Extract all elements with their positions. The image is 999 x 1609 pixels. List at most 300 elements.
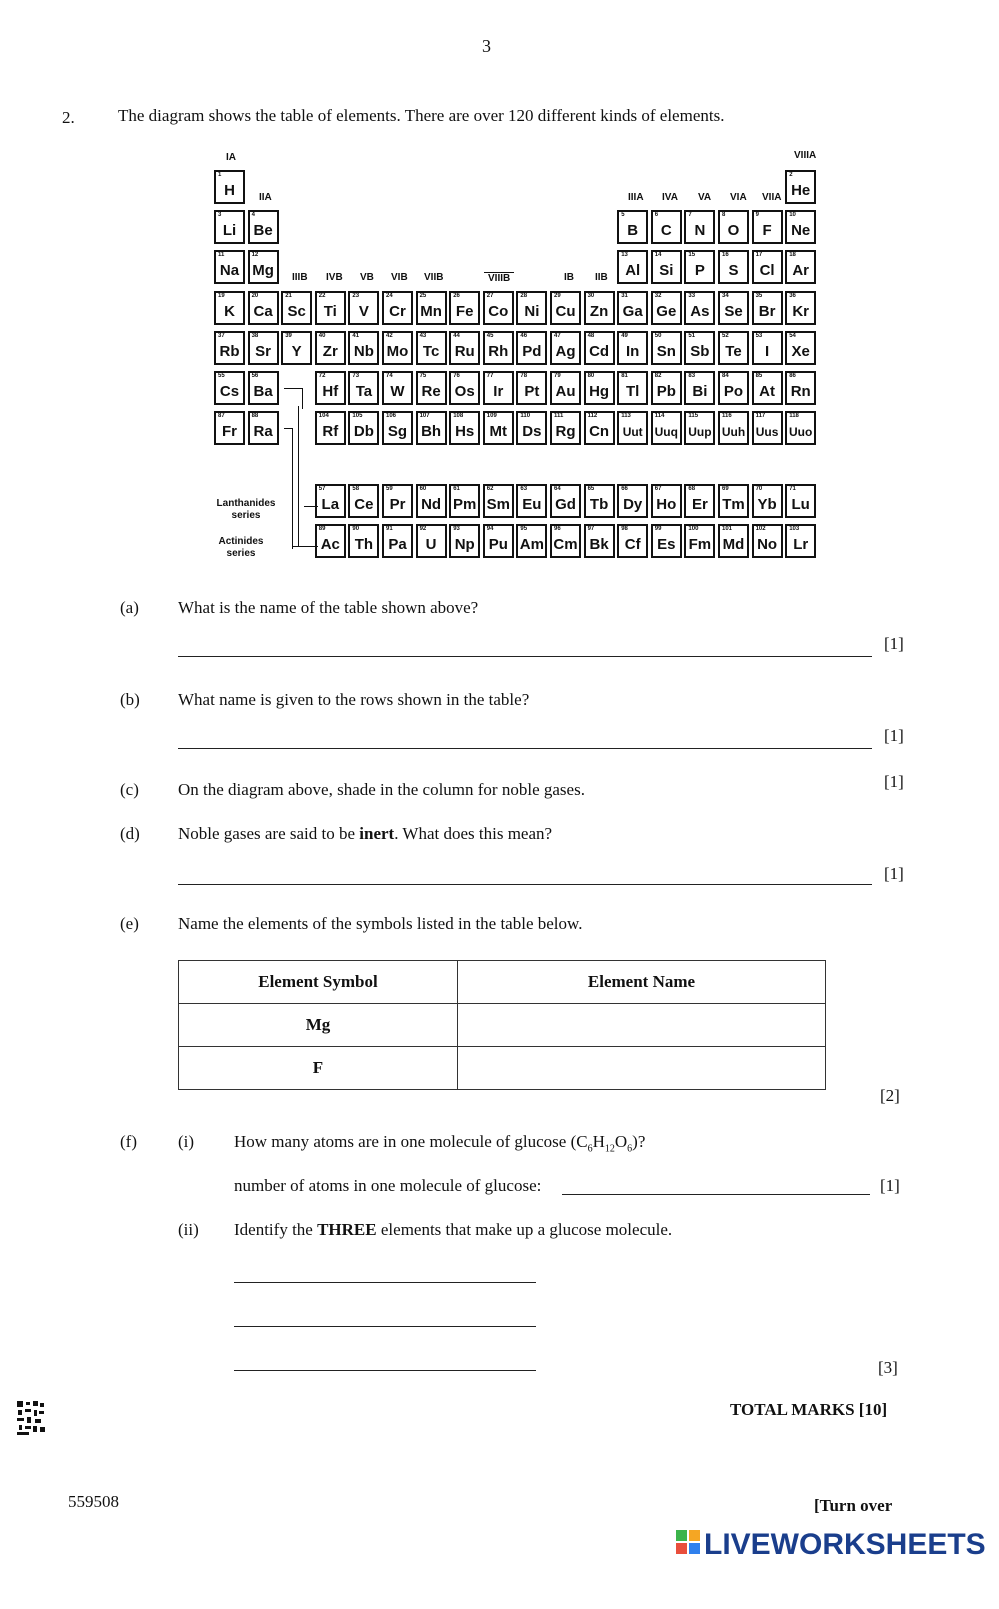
element-cell-cf[interactable] xyxy=(617,524,648,558)
element-cell-na[interactable] xyxy=(214,250,245,284)
element-symbol: Pd xyxy=(522,342,542,360)
atomic-number: 4 xyxy=(251,212,255,219)
element-cell-eu[interactable] xyxy=(516,484,547,518)
element-cell-md[interactable] xyxy=(718,524,749,558)
element-cell-uut[interactable] xyxy=(617,411,648,445)
element-cell-fe[interactable] xyxy=(449,291,480,325)
question-a-text: What is the name of the table shown above? xyxy=(178,598,479,617)
element-cell-y[interactable] xyxy=(281,331,312,365)
element-symbol-header: Element Symbol xyxy=(179,961,458,1004)
element-cell-ga[interactable] xyxy=(617,291,648,325)
element-cell-si[interactable] xyxy=(651,250,682,284)
atomic-number: 108 xyxy=(453,413,464,420)
atomic-number: 47 xyxy=(554,332,561,339)
group-label-viib: VIIB xyxy=(424,272,444,283)
atomic-number: 104 xyxy=(318,413,329,420)
element-symbol: Uuo xyxy=(789,425,813,440)
atomic-number: 11 xyxy=(218,252,225,259)
element-cell-tb[interactable] xyxy=(584,484,615,518)
atomic-number: 54 xyxy=(789,332,796,339)
element-cell-th[interactable] xyxy=(348,524,379,558)
atomic-number: 15 xyxy=(688,252,696,259)
element-symbol: As xyxy=(690,302,710,320)
element-cell-la[interactable] xyxy=(315,484,346,518)
element-cell-ni[interactable] xyxy=(516,291,547,325)
question-c-label: (c) xyxy=(120,780,139,799)
element-cell-u[interactable] xyxy=(416,524,447,558)
atomic-number: 68 xyxy=(688,485,696,492)
atomic-number: 76 xyxy=(453,373,460,379)
element-symbol: Rn xyxy=(790,383,811,400)
atomic-number: 61 xyxy=(453,485,460,492)
atomic-number: 77 xyxy=(486,373,494,379)
element-cell-nb[interactable] xyxy=(348,331,379,365)
element-cell-sm[interactable] xyxy=(483,484,514,518)
atomic-number: 63 xyxy=(520,485,528,492)
element-cell-ne[interactable] xyxy=(785,210,816,244)
question-number: 2. xyxy=(62,108,75,127)
element-cell-fr[interactable] xyxy=(214,411,245,445)
element-cell-ir[interactable] xyxy=(483,371,514,405)
atomic-number: 103 xyxy=(789,525,800,532)
actinide-connector-h xyxy=(292,546,318,547)
atomic-number: 94 xyxy=(486,525,494,532)
atomic-number: 57 xyxy=(318,485,326,492)
element-cell-np[interactable] xyxy=(449,524,480,558)
answer-a-line[interactable] xyxy=(178,656,872,657)
element-symbol: Ra xyxy=(253,423,273,441)
atomic-number: 88 xyxy=(251,413,259,420)
atomic-number: 30 xyxy=(587,292,595,299)
element-cell-f[interactable] xyxy=(752,210,783,244)
sub-o: 6 xyxy=(627,1143,633,1155)
element-symbol: Pb xyxy=(656,383,676,400)
element-symbol: Fr xyxy=(222,423,237,441)
element-symbol: Bi xyxy=(692,383,708,400)
table-row xyxy=(179,1047,826,1090)
atomic-number: 89 xyxy=(318,525,326,532)
element-symbol: At xyxy=(759,383,775,400)
question-f-i-mark: [1] xyxy=(880,1176,900,1195)
element-cell-tl[interactable] xyxy=(617,371,648,405)
element-cell-c[interactable] xyxy=(651,210,682,244)
element-symbol: Uup xyxy=(688,425,712,440)
atomic-number: 84 xyxy=(722,373,729,379)
element-cell-cu[interactable] xyxy=(550,291,581,325)
element-cell-ta[interactable] xyxy=(348,371,379,405)
answer-f-ii-line-1[interactable] xyxy=(234,1282,536,1283)
element-symbol: S xyxy=(728,262,739,280)
atomic-number: 36 xyxy=(789,292,796,299)
element-cell-rn[interactable] xyxy=(785,371,816,405)
element-cell-ti[interactable] xyxy=(315,291,346,325)
atomic-number: 74 xyxy=(386,373,393,379)
question-f-ii-text xyxy=(234,1220,672,1240)
element-symbol: Ta xyxy=(355,383,373,400)
element-cell-lr[interactable] xyxy=(785,524,816,558)
atomic-number: 1 xyxy=(218,172,222,178)
question-a-mark: [1] xyxy=(884,634,904,653)
element-cell-os[interactable] xyxy=(449,371,480,405)
question-f-ii-before: Identify the xyxy=(234,1220,318,1239)
element-cell-ce[interactable] xyxy=(348,484,379,518)
element-cell-sc[interactable] xyxy=(281,291,312,325)
turn-over: [Turn over xyxy=(814,1496,893,1515)
element-symbol: Er xyxy=(691,495,708,513)
question-d-text-bold: inert xyxy=(359,824,395,843)
element-symbol: Ir xyxy=(493,383,504,400)
question-intro: The diagram shows the table of elements. There are over 120 different kinds of elements. xyxy=(118,106,725,125)
element-symbol: Nb xyxy=(353,342,374,360)
element-symbol: O xyxy=(727,222,740,240)
atomic-number: 6 xyxy=(654,212,659,219)
element-cell-cd[interactable] xyxy=(584,331,615,365)
atomic-number: 8 xyxy=(722,212,726,219)
answer-f-ii-line-2[interactable] xyxy=(234,1326,536,1327)
atomic-number: 100 xyxy=(688,525,699,532)
element-cell-pa[interactable] xyxy=(382,524,413,558)
brand-name[interactable]: LIVEWORKSHEETS xyxy=(704,1528,986,1561)
element-symbol: Xe xyxy=(791,342,810,360)
atomic-number: 81 xyxy=(621,373,628,379)
element-cell-p[interactable] xyxy=(684,250,715,284)
element-cell-bh[interactable] xyxy=(416,411,447,445)
element-cell-zn[interactable] xyxy=(584,291,615,325)
element-symbol: Hf xyxy=(322,383,339,400)
atomic-number: 110 xyxy=(520,413,531,420)
table-row xyxy=(179,1004,826,1047)
element-cell-uuh[interactable] xyxy=(718,411,749,445)
element-cell-uuq[interactable] xyxy=(651,411,682,445)
element-cell-pr[interactable] xyxy=(382,484,413,518)
element-cell-pm[interactable] xyxy=(449,484,480,518)
element-cell-as[interactable] xyxy=(684,291,715,325)
atomic-number: 114 xyxy=(654,413,665,420)
atomic-number: 83 xyxy=(688,373,696,379)
question-f-ii-after: elements that make up a glucose molecule. xyxy=(376,1220,673,1239)
element-cell-cl[interactable] xyxy=(752,250,783,284)
glucose-end: )? xyxy=(632,1132,646,1151)
element-cell-uus[interactable] xyxy=(752,411,783,445)
element-cell-al[interactable] xyxy=(617,250,648,284)
element-cell-cm[interactable] xyxy=(550,524,581,558)
element-cell-w[interactable] xyxy=(382,371,413,405)
group-label-ia: IA xyxy=(226,152,236,163)
element-cell-uup[interactable] xyxy=(684,411,715,445)
sub-h: 12 xyxy=(604,1143,615,1155)
atomic-number: 72 xyxy=(318,373,326,379)
element-symbol: Lu xyxy=(791,495,810,513)
atomic-number: 24 xyxy=(386,292,393,299)
answer-f-i-line[interactable] xyxy=(562,1194,870,1195)
atomic-number: 58 xyxy=(352,485,360,492)
atomic-number: 92 xyxy=(419,525,427,532)
element-cell-mn[interactable] xyxy=(416,291,447,325)
element-cell-sn[interactable] xyxy=(651,331,682,365)
atomic-number: 12 xyxy=(251,252,259,259)
element-cell-sr[interactable] xyxy=(248,331,279,365)
element-symbol: Cf xyxy=(624,535,641,553)
element-cell-xe[interactable] xyxy=(785,331,816,365)
atomic-number: 29 xyxy=(554,292,561,299)
element-name-input[interactable] xyxy=(458,1004,826,1047)
element-cell-ba[interactable] xyxy=(248,371,279,405)
question-f-i-text-main: How many atoms are in one molecule of glucose (C xyxy=(234,1132,588,1151)
element-symbol: Uuh xyxy=(721,425,746,440)
atomic-number: 86 xyxy=(789,373,796,379)
question-f-ii-mark: [3] xyxy=(878,1358,898,1377)
element-cell-bi[interactable] xyxy=(684,371,715,405)
element-cell-rh[interactable] xyxy=(483,331,514,365)
element-symbol: Ds xyxy=(522,423,542,441)
actinide-connector xyxy=(284,428,293,549)
element-cell-uuo[interactable] xyxy=(785,411,816,445)
element-cell-he[interactable] xyxy=(785,170,816,204)
atomic-number: 51 xyxy=(688,332,696,339)
atomic-number: 99 xyxy=(654,525,662,532)
element-symbol: Y xyxy=(291,342,302,360)
element-symbol: Ni xyxy=(524,302,540,320)
element-cell-mg[interactable] xyxy=(248,250,279,284)
atomic-number: 116 xyxy=(722,413,732,420)
atomic-number: 113 xyxy=(621,413,631,420)
element-symbol: Ar xyxy=(792,262,810,280)
element-symbol: Es xyxy=(657,535,676,553)
element-cell-rf[interactable] xyxy=(315,411,346,445)
element-symbol-cell: F xyxy=(179,1047,458,1090)
element-cell-zr[interactable] xyxy=(315,331,346,365)
element-cell-li[interactable] xyxy=(214,210,245,244)
element-symbol: Fe xyxy=(455,302,474,320)
element-symbol: Ho xyxy=(656,495,677,513)
element-cell-au[interactable] xyxy=(550,371,581,405)
atomic-number: 105 xyxy=(352,413,363,420)
element-cell-ge[interactable] xyxy=(651,291,682,325)
element-symbol: Pm xyxy=(453,495,477,513)
atomic-number: 65 xyxy=(587,485,595,492)
question-e-label: (e) xyxy=(120,914,139,933)
element-symbol: Ac xyxy=(320,535,340,553)
atomic-number: 37 xyxy=(218,332,225,339)
element-name-input[interactable] xyxy=(458,1047,826,1090)
atomic-number: 73 xyxy=(352,373,360,379)
atomic-number: 97 xyxy=(587,525,595,532)
answer-f-ii-line-3[interactable] xyxy=(234,1370,536,1371)
element-cell-in[interactable] xyxy=(617,331,648,365)
element-symbol: P xyxy=(694,262,705,280)
element-cell-h[interactable] xyxy=(214,170,245,204)
element-cell-hg[interactable] xyxy=(584,371,615,405)
element-cell-po[interactable] xyxy=(718,371,749,405)
atomic-number: 7 xyxy=(688,212,692,219)
element-cell-o[interactable] xyxy=(718,210,749,244)
atomic-number: 21 xyxy=(285,292,292,299)
element-cell-bk[interactable] xyxy=(584,524,615,558)
element-cell-rb[interactable] xyxy=(214,331,245,365)
atomic-number: 27 xyxy=(486,292,494,299)
element-symbol: Th xyxy=(354,535,374,553)
element-cell-yb[interactable] xyxy=(752,484,783,518)
element-symbol: Sb xyxy=(690,342,710,360)
element-symbol: In xyxy=(626,342,640,360)
atomic-number: 64 xyxy=(554,485,561,492)
element-cell-ds[interactable] xyxy=(516,411,547,445)
element-cell-cs[interactable] xyxy=(214,371,245,405)
element-cell-fm[interactable] xyxy=(684,524,715,558)
element-cell-se[interactable] xyxy=(718,291,749,325)
element-cell-ca[interactable] xyxy=(248,291,279,325)
element-symbol: Sm xyxy=(486,495,510,513)
element-cell-co[interactable] xyxy=(483,291,514,325)
element-cell-b[interactable] xyxy=(617,210,648,244)
atomic-number: 79 xyxy=(554,373,561,379)
atomic-number: 101 xyxy=(722,525,733,532)
element-cell-k[interactable] xyxy=(214,291,245,325)
element-symbol: F xyxy=(762,222,772,240)
footer-id: 559508 xyxy=(68,1492,119,1511)
element-cell-mt[interactable] xyxy=(483,411,514,445)
atomic-number: 93 xyxy=(453,525,460,532)
element-cell-pt[interactable] xyxy=(516,371,547,405)
atomic-number: 111 xyxy=(554,413,564,420)
element-cell-ho[interactable] xyxy=(651,484,682,518)
atomic-number: 9 xyxy=(755,212,759,219)
element-cell-ru[interactable] xyxy=(449,331,480,365)
element-cell-db[interactable] xyxy=(348,411,379,445)
element-cell-lu[interactable] xyxy=(785,484,816,518)
actinides-label: Actinides series xyxy=(218,536,264,559)
question-f-i-label: (i) xyxy=(178,1132,195,1151)
element-cell-pu[interactable] xyxy=(483,524,514,558)
element-symbol: W xyxy=(390,383,405,400)
element-cell-s[interactable] xyxy=(718,250,749,284)
element-cell-no[interactable] xyxy=(752,524,783,558)
element-symbol: Bk xyxy=(589,535,609,553)
element-symbol: Fm xyxy=(688,535,712,553)
element-symbol: Cd xyxy=(589,342,610,360)
answer-d-line[interactable] xyxy=(178,884,872,885)
element-symbol: Eu xyxy=(522,495,542,513)
element-symbol: Np xyxy=(454,535,475,553)
atomic-number: 71 xyxy=(789,485,796,492)
element-cell-rg[interactable] xyxy=(550,411,581,445)
element-cell-te[interactable] xyxy=(718,331,749,365)
atomic-number: 102 xyxy=(755,525,766,532)
element-symbol: Cm xyxy=(553,535,578,553)
group-label-iiia: IIIA xyxy=(628,192,644,203)
element-symbol: Mo xyxy=(386,342,409,360)
answer-b-line[interactable] xyxy=(178,748,872,749)
element-cell-am[interactable] xyxy=(516,524,547,558)
element-symbol: Pa xyxy=(388,535,407,553)
element-cell-br[interactable] xyxy=(752,291,783,325)
element-cell-gd[interactable] xyxy=(550,484,581,518)
element-cell-v[interactable] xyxy=(348,291,379,325)
element-cell-ac[interactable] xyxy=(315,524,346,558)
element-symbol: Si xyxy=(659,262,674,280)
element-symbol-cell: Mg xyxy=(179,1004,458,1047)
element-symbol: Rh xyxy=(488,342,509,360)
element-symbol: Pu xyxy=(488,535,508,553)
element-cell-sg[interactable] xyxy=(382,411,413,445)
element-symbol: Cl xyxy=(759,262,775,280)
atomic-number: 46 xyxy=(520,332,528,339)
atomic-number: 32 xyxy=(654,292,662,299)
element-cell-at[interactable] xyxy=(752,371,783,405)
element-symbol: Pr xyxy=(389,495,406,513)
element-symbol: C xyxy=(660,222,672,240)
element-symbol: Po xyxy=(723,383,744,400)
element-cell-tm[interactable] xyxy=(718,484,749,518)
atomic-number: 19 xyxy=(218,292,225,299)
element-cell-cr[interactable] xyxy=(382,291,413,325)
element-symbol: Li xyxy=(222,222,237,240)
element-symbol: Am xyxy=(519,535,544,553)
element-symbol: Au xyxy=(555,383,576,400)
atomic-number: 31 xyxy=(621,292,628,299)
question-f-ii-label: (ii) xyxy=(178,1220,199,1239)
element-cell-ag[interactable] xyxy=(550,331,581,365)
element-symbol: Uuq xyxy=(654,425,678,440)
element-cell-be[interactable] xyxy=(248,210,279,244)
atomic-number: 49 xyxy=(621,332,628,339)
element-symbol: Cs xyxy=(219,383,240,400)
element-cell-es[interactable] xyxy=(651,524,682,558)
element-symbol: N xyxy=(694,222,706,240)
atomic-number: 91 xyxy=(386,525,393,532)
element-cell-kr[interactable] xyxy=(785,291,816,325)
atomic-number: 45 xyxy=(486,332,494,339)
element-cell-ra[interactable] xyxy=(248,411,279,445)
element-symbol: Mn xyxy=(420,302,442,320)
element-cell-pd[interactable] xyxy=(516,331,547,365)
atomic-number: 75 xyxy=(419,373,427,379)
group-label-iiib: IIIB xyxy=(292,272,308,283)
atomic-number: 35 xyxy=(755,292,763,299)
element-cell-cn[interactable] xyxy=(584,411,615,445)
group-label-ivb: IVB xyxy=(326,272,343,283)
element-cell-sb[interactable] xyxy=(684,331,715,365)
element-cell-n[interactable] xyxy=(684,210,715,244)
element-cell-tc[interactable] xyxy=(416,331,447,365)
element-cell-i[interactable] xyxy=(752,331,783,365)
element-cell-pb[interactable] xyxy=(651,371,682,405)
element-cell-hs[interactable] xyxy=(449,411,480,445)
element-symbol: Be xyxy=(253,222,273,240)
element-symbol: Tl xyxy=(626,383,640,400)
atomic-number: 33 xyxy=(688,292,696,299)
element-cell-ar[interactable] xyxy=(785,250,816,284)
element-cell-er[interactable] xyxy=(684,484,715,518)
element-symbol: I xyxy=(765,342,770,360)
element-symbol: Rg xyxy=(555,423,576,441)
element-symbol: Rf xyxy=(322,423,339,441)
atomic-number: 112 xyxy=(587,413,598,420)
atomic-number: 117 xyxy=(755,413,766,420)
atomic-number: 13 xyxy=(621,252,628,259)
element-cell-nd[interactable] xyxy=(416,484,447,518)
element-cell-dy[interactable] xyxy=(617,484,648,518)
element-cell-mo[interactable] xyxy=(382,331,413,365)
element-symbol: Tb xyxy=(589,495,609,513)
question-d-text-after: . What does this mean? xyxy=(394,824,553,843)
element-cell-hf[interactable] xyxy=(315,371,346,405)
atomic-number: 53 xyxy=(755,332,763,339)
element-cell-re[interactable] xyxy=(416,371,447,405)
element-symbol: V xyxy=(358,302,369,320)
total-marks: TOTAL MARKS [10] xyxy=(730,1400,888,1419)
element-symbol: Br xyxy=(758,302,776,320)
